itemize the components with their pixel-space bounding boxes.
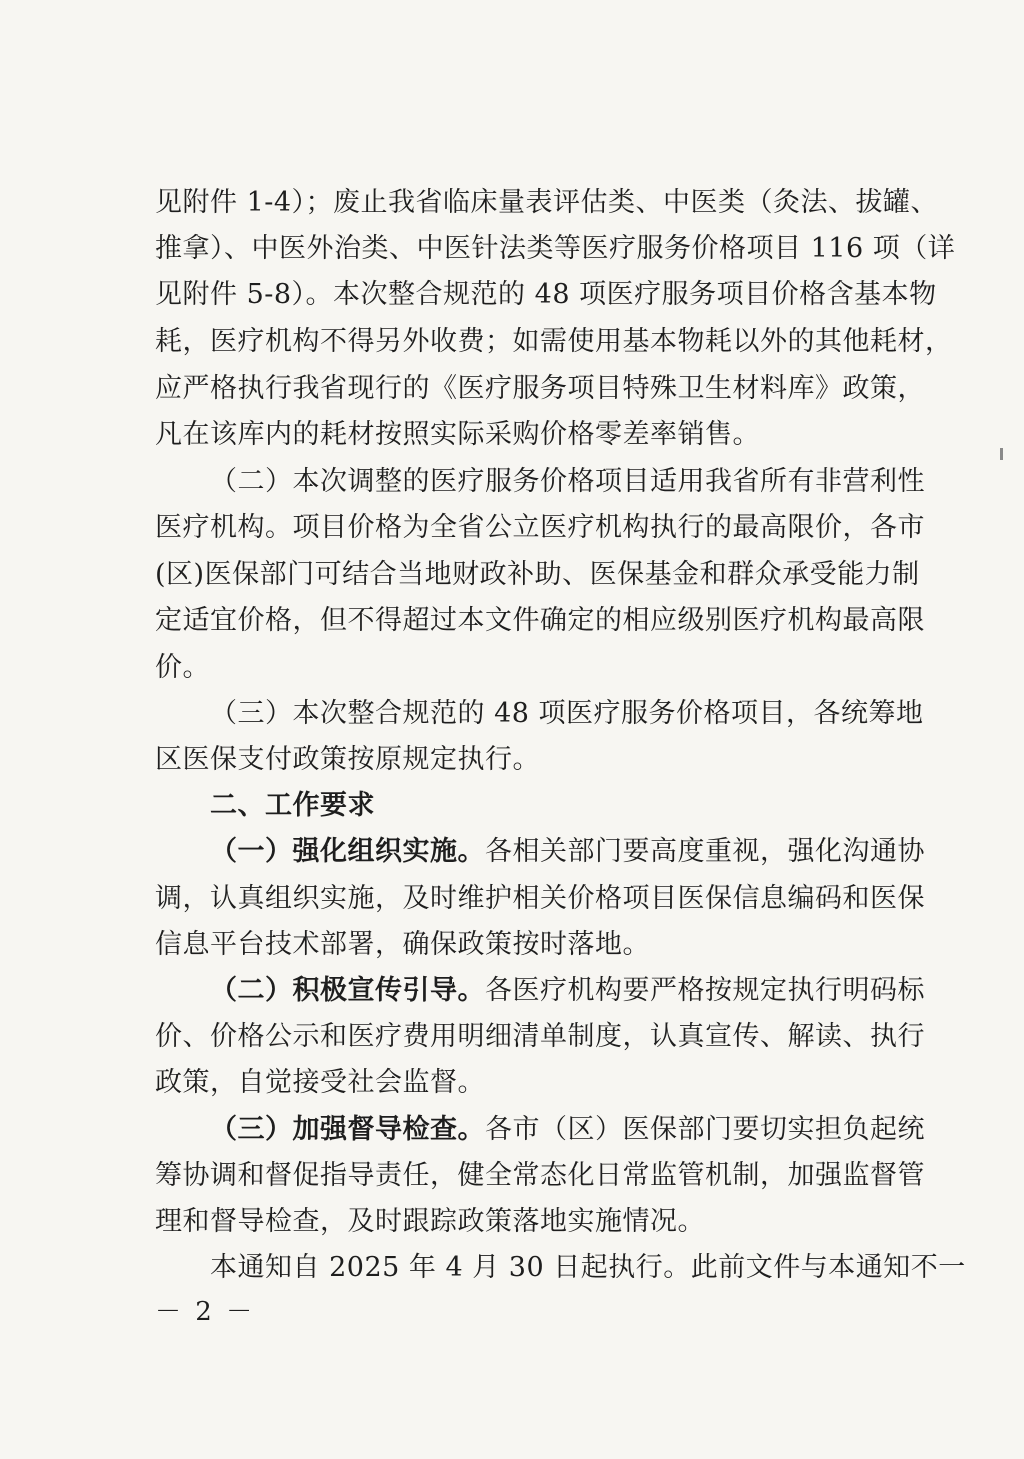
paragraph-line: 政策，自觉接受社会监督。: [155, 1067, 485, 1098]
paragraph-line: 筹协调和督促指导责任，健全常态化日常监管机制，加强监督管: [155, 1160, 925, 1191]
paragraph-line: 凡在该库内的耗材按照实际采购价格零差率销售。: [155, 419, 760, 450]
paragraph-line: 价。: [155, 652, 210, 683]
paragraph-text: 各医疗机构要严格按规定执行明码标: [485, 975, 925, 1006]
paragraph-line: 推拿）、中医外治类、中医针法类等医疗服务价格项目 116 项（详: [155, 233, 956, 264]
paragraph-line: 本通知自 2025 年 4 月 30 日起执行。此前文件与本通知不一: [210, 1252, 966, 1283]
paragraph-line: (区)医保部门可结合当地财政补助、医保基金和群众承受能力制: [155, 559, 920, 590]
paragraph-line: （二）本次调整的医疗服务价格项目适用我省所有非营利性: [210, 466, 925, 497]
paragraph-line: 信息平台技术部署，确保政策按时落地。: [155, 929, 650, 960]
paragraph-line: 见附件 5-8）。本次整合规范的 48 项医疗服务项目价格含基本物: [155, 279, 937, 310]
paragraph-line: 医疗机构。项目价格为全省公立医疗机构执行的最高限价，各市: [155, 512, 925, 543]
bold-lead: （三）加强督导检查。: [210, 1114, 485, 1145]
paragraph-line: [210, 835, 925, 869]
paragraph-line: （三）本次整合规范的 48 项医疗服务价格项目，各统筹地: [210, 698, 924, 729]
paragraph-line: [210, 1113, 925, 1147]
paragraph-line: 耗，医疗机构不得另外收费；如需使用基本物耗以外的其他耗材，: [155, 326, 953, 357]
paragraph-line: 见附件 1-4）；废止我省临床量表评估类、中医类（灸法、拔罐、: [155, 187, 939, 218]
section-heading: 二、工作要求: [210, 790, 375, 821]
paragraph-line: 应严格执行我省现行的《医疗服务项目特殊卫生材料库》政策，: [155, 373, 925, 404]
paragraph-line: 理和督导检查，及时跟踪政策落地实施情况。: [155, 1206, 705, 1237]
paragraph-line: 区医保支付政策按原规定执行。: [155, 744, 540, 775]
paragraph-line: 调，认真组织实施，及时维护相关价格项目医保信息编码和医保: [155, 883, 925, 914]
page-number: － 2 －: [155, 1297, 256, 1327]
paragraph-line: [210, 974, 925, 1008]
bold-lead: （二）积极宣传引导。: [210, 975, 485, 1006]
paragraph-text: 各相关部门要高度重视，强化沟通协: [485, 836, 925, 867]
paragraph-line: 定适宜价格，但不得超过本文件确定的相应级别医疗机构最高限: [155, 605, 925, 636]
paragraph-text: 各市（区）医保部门要切实担负起统: [485, 1114, 925, 1145]
margin-mark: [1000, 448, 1003, 460]
paragraph-line: 价、价格公示和医疗费用明细清单制度，认真宣传、解读、执行: [155, 1021, 925, 1052]
bold-lead: （一）强化组织实施。: [210, 836, 485, 867]
